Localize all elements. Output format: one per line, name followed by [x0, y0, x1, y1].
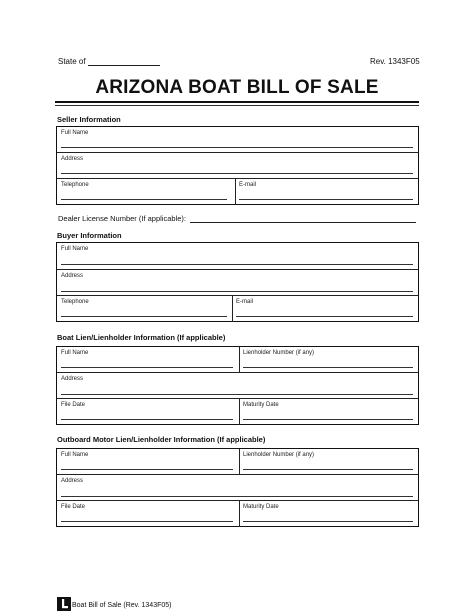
state-field: [58, 57, 160, 66]
buyer-row-address: [57, 269, 418, 296]
motor-lien-number-field[interactable]: [243, 469, 413, 470]
motor-lien-address-label: Address: [61, 478, 84, 484]
footer-text: Boat Bill of Sale (Rev. 1343F05): [72, 602, 172, 609]
seller-email-label: E-mail: [239, 182, 257, 188]
boat-lien-number-label: Lienholder Number (if any): [243, 350, 315, 356]
boat-lien-name-divider: [239, 347, 240, 372]
buyer-row-contact: [57, 295, 418, 322]
motor-lien-row-dates: [57, 500, 418, 527]
motor-lien-full-name-field[interactable]: [61, 469, 233, 470]
page-title: ARIZONA BOAT BILL OF SALE: [95, 77, 379, 98]
boat-lien-box: [56, 346, 419, 425]
boat-lien-address-field[interactable]: [61, 394, 413, 395]
boat-lien-full-name-label: Full Name: [61, 350, 89, 356]
seller-row-contact: [57, 178, 418, 205]
seller-contact-divider: [235, 179, 236, 205]
boat-lien-row-address: [57, 372, 418, 399]
dealer-license-label: Dealer License Number (If applicable):: [58, 214, 186, 223]
seller-row-address: [57, 152, 418, 179]
boat-lien-row-dates: [57, 398, 418, 425]
seller-row-name: [57, 127, 418, 152]
seller-address-field[interactable]: [61, 173, 413, 174]
document-logo-icon: [57, 597, 71, 611]
buyer-contact-divider: [232, 296, 233, 322]
revision-number: Rev. 1343F05: [370, 57, 420, 66]
state-blank[interactable]: [88, 57, 160, 66]
motor-lien-row-address: [57, 474, 418, 501]
boat-lien-maturity-field[interactable]: [243, 419, 413, 420]
buyer-telephone-label: Telephone: [61, 299, 89, 305]
buyer-email-field[interactable]: [236, 316, 413, 317]
state-label: State of: [58, 57, 86, 66]
buyer-full-name-label: Full Name: [61, 246, 89, 252]
boat-lien-file-date-field[interactable]: [61, 419, 233, 420]
boat-lien-maturity-label: Maturity Date: [243, 402, 279, 408]
seller-telephone-label: Telephone: [61, 182, 89, 188]
buyer-box: [56, 242, 419, 322]
title-rule-thin: [55, 105, 419, 106]
boat-lien-file-date-label: File Date: [61, 402, 86, 408]
motor-lien-name-divider: [239, 449, 240, 474]
boat-lien-dates-divider: [239, 399, 240, 425]
buyer-address-label: Address: [61, 273, 84, 279]
seller-email-field[interactable]: [239, 199, 413, 200]
motor-lien-file-date-label: File Date: [61, 504, 86, 510]
boat-lien-address-label: Address: [61, 376, 84, 382]
buyer-email-label: E-mail: [236, 299, 254, 305]
dealer-license-field[interactable]: [190, 222, 416, 223]
motor-lien-full-name-label: Full Name: [61, 452, 89, 458]
buyer-telephone-field[interactable]: [61, 316, 227, 317]
title-rule-thick: [55, 101, 419, 103]
motor-lien-maturity-label: Maturity Date: [243, 504, 279, 510]
motor-lien-number-label: Lienholder Number (if any): [243, 452, 315, 458]
boat-lien-row-name: [57, 347, 418, 372]
buyer-address-field[interactable]: [61, 291, 413, 292]
motor-lien-heading: Outboard Motor Lien/Lienholder Information (If applicable): [57, 435, 266, 444]
motor-lien-dates-divider: [239, 501, 240, 527]
boat-lien-number-field[interactable]: [243, 367, 413, 368]
buyer-heading: Buyer Information: [57, 231, 122, 240]
buyer-row-name: [57, 243, 418, 269]
seller-telephone-field[interactable]: [61, 199, 227, 200]
buyer-full-name-field[interactable]: [61, 264, 413, 265]
motor-lien-row-name: [57, 449, 418, 474]
motor-lien-box: [56, 448, 419, 527]
motor-lien-file-date-field[interactable]: [61, 521, 233, 522]
boat-lien-heading: Boat Lien/Lienholder Information (If applicable): [57, 333, 226, 342]
motor-lien-maturity-field[interactable]: [243, 521, 413, 522]
seller-full-name-field[interactable]: [61, 147, 413, 148]
motor-lien-address-field[interactable]: [61, 496, 413, 497]
seller-heading: Seller Information: [57, 115, 121, 124]
seller-address-label: Address: [61, 156, 84, 162]
seller-full-name-label: Full Name: [61, 130, 89, 136]
seller-box: [56, 126, 419, 205]
boat-lien-full-name-field[interactable]: [61, 367, 233, 368]
